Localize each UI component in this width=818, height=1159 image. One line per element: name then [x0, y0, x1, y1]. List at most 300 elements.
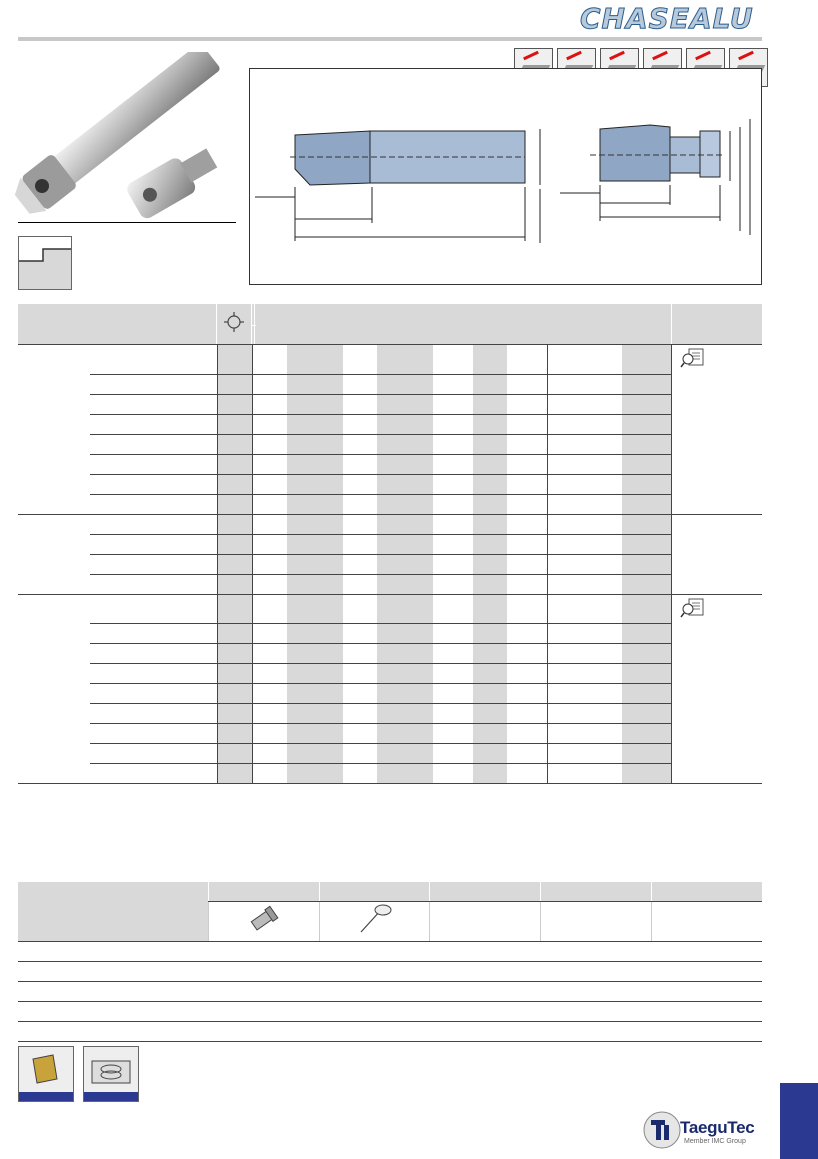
- table-cell: [217, 345, 252, 374]
- table-cell: [671, 724, 762, 744]
- table-cell: [287, 574, 343, 594]
- table-cell: [433, 494, 473, 514]
- table-cell: [217, 474, 252, 494]
- table-cell: [507, 574, 548, 594]
- table-cell: [548, 764, 589, 784]
- table-cell: [377, 644, 433, 664]
- table-cell: [90, 594, 217, 624]
- parts-header-screw: [208, 882, 319, 902]
- table-cell: [90, 394, 217, 414]
- table-cell: [588, 345, 622, 374]
- table-cell: [622, 454, 671, 474]
- table-cell: [90, 764, 217, 784]
- table-cell: [588, 594, 622, 624]
- table-cell: [473, 494, 507, 514]
- section-tab[interactable]: [780, 1083, 818, 1159]
- parts-row: [18, 962, 762, 982]
- table-cell: [343, 594, 377, 624]
- table-cell: [507, 594, 548, 624]
- table-cell: [622, 394, 671, 414]
- table-cell: [671, 494, 762, 514]
- table-row: [18, 434, 762, 454]
- table-cell: [90, 454, 217, 474]
- table-cell: [507, 764, 548, 784]
- table-cell: [548, 624, 589, 644]
- table-cell: [622, 534, 671, 554]
- table-body: [18, 345, 762, 784]
- table-cell: [671, 664, 762, 684]
- table-cell: [217, 664, 252, 684]
- table-cell: [18, 374, 90, 394]
- table-row: [18, 454, 762, 474]
- table-cell: [433, 724, 473, 744]
- table-cell: [671, 644, 762, 664]
- table-cell: [343, 664, 377, 684]
- table-cell: [90, 624, 217, 644]
- table-cell: [433, 624, 473, 644]
- table-cell: [588, 554, 622, 574]
- table-cell: [588, 534, 622, 554]
- table-cell: [588, 624, 622, 644]
- table-cell: [287, 514, 343, 534]
- table-cell: [343, 345, 377, 374]
- table-cell: [473, 414, 507, 434]
- table-cell: [473, 684, 507, 704]
- table-cell: [343, 574, 377, 594]
- table-cell: [217, 724, 252, 744]
- table-cell: [507, 684, 548, 704]
- table-cell: [588, 744, 622, 764]
- table-cell: [588, 574, 622, 594]
- table-cell: [18, 744, 90, 764]
- table-cell: [622, 494, 671, 514]
- parts-header-row: [18, 882, 762, 902]
- table-cell: [507, 345, 548, 374]
- table-cell: [548, 434, 589, 454]
- table-cell: [433, 574, 473, 594]
- table-cell: [90, 414, 217, 434]
- table-cell: [507, 474, 548, 494]
- key-icon: [355, 902, 395, 936]
- header-designation: [18, 304, 217, 345]
- tool-table-body: [18, 345, 762, 784]
- table-cell: [548, 414, 589, 434]
- table-cell: [507, 494, 548, 514]
- table-cell: [671, 704, 762, 724]
- table-cell: [588, 704, 622, 724]
- table-cell: [377, 664, 433, 684]
- table-cell: [473, 394, 507, 414]
- table-cell: [548, 704, 589, 724]
- table-cell: [671, 554, 762, 574]
- table-cell: [507, 624, 548, 644]
- table-cell: [588, 374, 622, 394]
- table-cell: [433, 704, 473, 724]
- series-logo: CHASEALU: [580, 2, 754, 35]
- taegutec-logo: TaeguTec Member IMC Group: [640, 1106, 770, 1154]
- table-cell: [90, 664, 217, 684]
- table-row: [18, 744, 762, 764]
- table-cell: [588, 764, 622, 784]
- table-cell: [252, 664, 287, 684]
- table-cell: [252, 594, 287, 624]
- table-cell: [433, 644, 473, 664]
- table-cell: [671, 684, 762, 704]
- table-cell: [252, 474, 287, 494]
- table-cell: [18, 494, 90, 514]
- table-cell: [287, 345, 343, 374]
- table-cell: [287, 434, 343, 454]
- table-cell: [671, 345, 762, 374]
- table-cell: [588, 514, 622, 534]
- table-cell: [287, 494, 343, 514]
- table-row: [18, 474, 762, 494]
- table-cell: [343, 394, 377, 414]
- table-cell: [252, 394, 287, 414]
- thread-shape: [84, 1047, 138, 1092]
- taegutec-emblem-icon: [642, 1108, 682, 1152]
- table-cell: [287, 594, 343, 624]
- table-cell: [377, 514, 433, 534]
- table-cell: [90, 374, 217, 394]
- table-cell: [343, 744, 377, 764]
- table-cell: [671, 764, 762, 784]
- table-cell: [252, 574, 287, 594]
- parts-table: [18, 882, 762, 1042]
- top-divider: [18, 37, 762, 41]
- table-row: [18, 345, 762, 374]
- parts-header-designation: [18, 882, 208, 942]
- table-cell: [377, 394, 433, 414]
- screw-icon: [246, 902, 282, 936]
- table-cell: [548, 374, 589, 394]
- table-cell: [18, 434, 90, 454]
- table-cell: [217, 684, 252, 704]
- parts-header-key: [319, 882, 430, 902]
- table-cell: [433, 394, 473, 414]
- table-cell: [671, 434, 762, 454]
- table-cell: [377, 594, 433, 624]
- table-cell: [217, 454, 252, 474]
- table-cell: [588, 684, 622, 704]
- table-cell: [622, 704, 671, 724]
- table-cell: [473, 704, 507, 724]
- table-cell: [217, 434, 252, 454]
- table-row: [18, 374, 762, 394]
- table-cell: [343, 454, 377, 474]
- table-cell: [217, 394, 252, 414]
- table-cell: [377, 434, 433, 454]
- table-cell: [90, 534, 217, 554]
- header-teeth: [217, 304, 252, 345]
- table-cell: [90, 644, 217, 664]
- table-cell: [433, 514, 473, 534]
- table-cell: [217, 494, 252, 514]
- table-cell: [548, 494, 589, 514]
- table-cell: [90, 434, 217, 454]
- table-cell: [507, 514, 548, 534]
- table-cell: [90, 345, 217, 374]
- table-cell: [90, 494, 217, 514]
- table-cell: [217, 764, 252, 784]
- table-cell: [18, 764, 90, 784]
- table-row: [18, 554, 762, 574]
- table-row: [18, 664, 762, 684]
- table-cell: [377, 684, 433, 704]
- table-cell: [343, 624, 377, 644]
- table-cell: [622, 664, 671, 684]
- table-cell: [343, 704, 377, 724]
- table-cell: [217, 624, 252, 644]
- table-cell: [18, 534, 90, 554]
- table-cell: [287, 414, 343, 434]
- table-cell: [433, 414, 473, 434]
- table-cell: [377, 494, 433, 514]
- table-cell: [252, 534, 287, 554]
- table-cell: [343, 764, 377, 784]
- product-photo: [8, 52, 238, 222]
- table-cell: [217, 374, 252, 394]
- table-cell: [671, 374, 762, 394]
- table-cell: [622, 345, 671, 374]
- table-cell: [548, 744, 589, 764]
- table-cell: [507, 704, 548, 724]
- table-cell: [473, 534, 507, 554]
- table-header-row-1: [18, 304, 762, 325]
- table-cell: [548, 554, 589, 574]
- table-cell: [343, 414, 377, 434]
- table-cell: [377, 374, 433, 394]
- table-cell: [217, 704, 252, 724]
- table-cell: [507, 414, 548, 434]
- table-cell: [548, 534, 589, 554]
- table-cell: [90, 744, 217, 764]
- table-row: [18, 594, 762, 624]
- table-cell: [343, 494, 377, 514]
- table-cell: [671, 394, 762, 414]
- insert-shape: [19, 1047, 73, 1092]
- table-cell: [433, 454, 473, 474]
- table-cell: [622, 554, 671, 574]
- table-cell: [377, 744, 433, 764]
- table-cell: [622, 724, 671, 744]
- table-cell: [287, 534, 343, 554]
- magnifier-icon[interactable]: [680, 347, 706, 369]
- table-cell: [507, 744, 548, 764]
- table-cell: [548, 454, 589, 474]
- key-cell: [319, 902, 430, 942]
- table-cell: [548, 664, 589, 684]
- table-cell: [287, 704, 343, 724]
- table-cell: [90, 514, 217, 534]
- table-cell: [671, 744, 762, 764]
- table-cell: [548, 594, 589, 624]
- table-cell: [18, 724, 90, 744]
- table-cell: [252, 514, 287, 534]
- table-cell: [377, 704, 433, 724]
- table-cell: [507, 664, 548, 684]
- table-cell: [18, 394, 90, 414]
- table-cell: [671, 414, 762, 434]
- table-cell: [622, 764, 671, 784]
- table-cell: [622, 684, 671, 704]
- table-cell: [622, 434, 671, 454]
- table-cell: [217, 744, 252, 764]
- table-cell: [671, 574, 762, 594]
- table-cell: [507, 454, 548, 474]
- table-cell: [343, 514, 377, 534]
- table-cell: [548, 474, 589, 494]
- table-cell: [473, 624, 507, 644]
- table-row: [18, 764, 762, 784]
- table-cell: [473, 724, 507, 744]
- header-dim-sub: [252, 325, 255, 344]
- table-cell: [507, 644, 548, 664]
- table-cell: [377, 414, 433, 434]
- table-cell: [473, 345, 507, 374]
- table-row: [18, 494, 762, 514]
- table-cell: [287, 474, 343, 494]
- table-cell: [622, 744, 671, 764]
- table-cell: [287, 764, 343, 784]
- table-cell: [473, 574, 507, 594]
- table-cell: [433, 664, 473, 684]
- table-cell: [90, 684, 217, 704]
- table-cell: [622, 594, 671, 624]
- parts-row: [18, 982, 762, 1002]
- table-cell: [287, 644, 343, 664]
- table-cell: [18, 454, 90, 474]
- table-cell: [217, 514, 252, 534]
- shoulder-profile-icon: [18, 236, 72, 290]
- table-cell: [671, 534, 762, 554]
- table-cell: [287, 554, 343, 574]
- table-cell: [18, 664, 90, 684]
- table-cell: [377, 724, 433, 744]
- table-cell: [377, 554, 433, 574]
- table-cell: [18, 474, 90, 494]
- table-cell: [671, 594, 762, 624]
- table-cell: [287, 744, 343, 764]
- table-cell: [507, 434, 548, 454]
- table-cell: [507, 724, 548, 744]
- table-cell: [671, 474, 762, 494]
- teeth-count-icon: [223, 311, 245, 333]
- table-row: [18, 394, 762, 414]
- table-cell: [377, 474, 433, 494]
- table-row: [18, 574, 762, 594]
- parts-header-5: [652, 882, 762, 902]
- table-cell: [18, 414, 90, 434]
- table-cell: [433, 594, 473, 624]
- table-cell: [18, 554, 90, 574]
- table-cell: [377, 624, 433, 644]
- table-cell: [622, 474, 671, 494]
- table-cell: [548, 514, 589, 534]
- table-cell: [90, 574, 217, 594]
- table-cell: [287, 454, 343, 474]
- table-cell: [252, 554, 287, 574]
- insert-reference-icon[interactable]: [18, 1046, 74, 1102]
- table-cell: [343, 474, 377, 494]
- table-cell: [377, 764, 433, 784]
- table-cell: [287, 624, 343, 644]
- header-weight: [255, 304, 672, 345]
- header-insert: [672, 304, 763, 345]
- parts-row: [18, 1022, 762, 1042]
- table-cell: [377, 454, 433, 474]
- table-cell: [343, 554, 377, 574]
- table-cell: [622, 374, 671, 394]
- parts-row: [18, 1002, 762, 1022]
- table-cell: [252, 644, 287, 664]
- table-cell: [671, 454, 762, 474]
- table-cell: [473, 764, 507, 784]
- table-cell: [18, 704, 90, 724]
- magnifier-icon[interactable]: [680, 597, 706, 619]
- table-cell: [217, 574, 252, 594]
- table-cell: [217, 414, 252, 434]
- table-cell: [622, 514, 671, 534]
- table-cell: [252, 434, 287, 454]
- parts-icon-3: [430, 902, 541, 942]
- table-row: [18, 684, 762, 704]
- table-cell: [287, 664, 343, 684]
- table-cell: [217, 534, 252, 554]
- table-cell: [90, 554, 217, 574]
- table-cell: [473, 434, 507, 454]
- screw-cell: [208, 902, 319, 942]
- table-cell: [433, 434, 473, 454]
- table-row: [18, 644, 762, 664]
- thread-reference-icon[interactable]: [83, 1046, 139, 1102]
- technical-drawing: [249, 68, 762, 285]
- table-cell: [548, 394, 589, 414]
- table-cell: [252, 454, 287, 474]
- table-cell: [18, 514, 90, 534]
- table-cell: [548, 724, 589, 744]
- table-cell: [287, 724, 343, 744]
- parts-icon-5: [652, 902, 762, 942]
- table-cell: [473, 454, 507, 474]
- parts-icon-4: [541, 902, 652, 942]
- table-cell: [287, 374, 343, 394]
- table-cell: [287, 394, 343, 414]
- table-row: [18, 414, 762, 434]
- table-cell: [433, 744, 473, 764]
- table-cell: [507, 554, 548, 574]
- table-cell: [548, 574, 589, 594]
- table-cell: [622, 644, 671, 664]
- table-row: [18, 724, 762, 744]
- table-cell: [588, 644, 622, 664]
- table-cell: [588, 664, 622, 684]
- table-cell: [287, 684, 343, 704]
- table-cell: [252, 704, 287, 724]
- table-cell: [252, 764, 287, 784]
- tool-table: [18, 304, 762, 345]
- table-cell: [343, 644, 377, 664]
- table-cell: [217, 644, 252, 664]
- table-cell: [433, 764, 473, 784]
- table-cell: [622, 414, 671, 434]
- table-cell: [507, 374, 548, 394]
- table-cell: [343, 724, 377, 744]
- table-cell: [548, 644, 589, 664]
- shoulder-profile-shape: [19, 237, 71, 289]
- table-cell: [433, 534, 473, 554]
- table-cell: [18, 345, 90, 374]
